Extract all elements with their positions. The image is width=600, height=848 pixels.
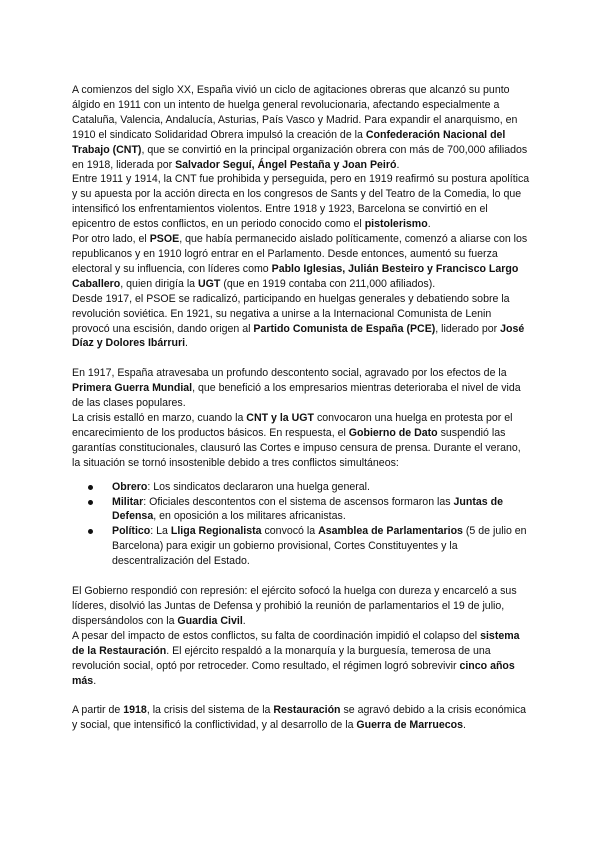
- bold-term: Primera Guerra Mundial: [72, 382, 193, 395]
- bold-term: Guerra de Marruecos: [356, 719, 463, 732]
- bold-term: Pablo Iglesias, Julián Besteiro y Francisco Largo Caballero: [72, 262, 519, 290]
- bold-term: PSOE: [149, 233, 180, 246]
- paragraph-spacer: [72, 471, 530, 480]
- bold-term: Salvador Seguí, Ángel Pestaña y Joan Peiró: [175, 158, 397, 171]
- bold-term: Confederación Nacional del Trabajo (CNT): [72, 128, 506, 156]
- bold-term: 1918: [123, 704, 147, 717]
- bold-term: Gobierno de Dato: [348, 426, 438, 439]
- bold-term: cinco años más: [72, 659, 515, 687]
- list-item-militar: Militar: Oficiales descontentos con el sistema de ascensos formaron las Juntas de Defensa, en oposición a los militares africanistas.: [86, 495, 530, 525]
- bold-term: José Díaz y Dolores Ibárruri: [72, 322, 525, 350]
- list-item-politico: Político: La Lliga Regionalista convocó la Asamblea de Parlamentarios (5 de julio en Barcelona) para exigir un gobierno provisional, Cortes Constituyentes y la descentralización del Estado.: [86, 524, 530, 569]
- bold-term: Restauración: [273, 704, 341, 717]
- paragraph-spacer: [72, 688, 530, 703]
- bold-term: Juntas de Defensa: [112, 495, 503, 523]
- bold-term: pistolerismo: [364, 218, 428, 231]
- bold-term: Lliga Regionalista: [170, 525, 262, 538]
- bold-term: Asamblea de Parlamentarios: [318, 525, 463, 538]
- bold-term: UGT: [198, 277, 221, 290]
- paragraph-cnt-origins: A comienzos del siglo XX, España vivió un ciclo de agitaciones obreras que alcanzó su punto álgido en 1911 con un intento de huelga general revolucionaria, afectando especialmente a Cataluña, Valencia, Andalucía, Asturias, País Vasco y Madrid. Para expandir el anarquismo, en 1910 el sindicato Solidaridad Obrera impulsó la creación de la Confederación Nacional del Trabajo (CNT), que se convirtió en la principal organización obrera con más de 700,000 afiliados en 1918, liderada por Salvador Seguí, Ángel Pestaña y Joan Peiró.: [72, 84, 528, 171]
- paragraph-spacer: [72, 351, 530, 366]
- paragraph-1917-context: En 1917, España atravesaba un profundo descontento social, agravado por los efectos de la Primera Guerra Mundial, que benefició a los empresarios mientras deterioraba el nivel de vida de las clases populares.: [72, 367, 521, 410]
- list-item-obrero: Obrero: Los sindicatos declararon una huelga general.: [86, 480, 530, 495]
- bold-term: Militar: [112, 495, 144, 508]
- paragraph-spacer: [72, 569, 530, 584]
- bold-term: Político: [112, 525, 151, 538]
- bold-term: Partido Comunista de España (PCE): [253, 322, 436, 335]
- bold-term: sistema de la Restauración: [72, 629, 520, 657]
- bold-term: CNT y la UGT: [246, 412, 314, 425]
- paragraph-1918-crisis: A partir de 1918, la crisis del sistema de la Restauración se agravó debido a la crisis económica y social, que intensificó la conflictividad, y al desarrollo de la Guerra de Marruecos.: [72, 704, 527, 732]
- paragraph-pce: Desde 1917, el PSOE se radicalizó, participando en huelgas generales y debatiendo sobre la revolución soviética. En 1921, su negativa a unirse a la Internacional Comunista de Lenin provocó una escisión, dando origen al Partido Comunista de España (PCE), liderado por José Díaz y Dolores Ibárruri.: [72, 292, 525, 350]
- bold-term: Guardia Civil: [177, 614, 243, 627]
- paragraph-cnt-1911-1914: Entre 1911 y 1914, la CNT fue prohibida y perseguida, pero en 1919 reafirmó su postura apolítica y su apuesta por la acción directa en los congresos de Sants y del Teatro de la Comedia, lo que intensificó los enfrentamientos violentos. Entre 1918 y 1923, Barcelona se convirtió en el epicentro de estos conflictos, en un periodo conocido como el pistolerismo.: [72, 173, 530, 231]
- paragraph-psoe: Por otro lado, el PSOE, que había permanecido aislado políticamente, comenzó a aliarse con los republicanos y en 1910 logró entrar en el Parlamento. Desde entonces, aumentó su fuerza electoral y su influencia, con líderes como Pablo Iglesias, Julián Besteiro y Francisco Largo Caballero, quien dirigía la UGT (que en 1919 contaba con 211,000 afiliados).: [72, 233, 528, 290]
- paragraph-restoration-survival: A pesar del impacto de estos conflictos, su falta de coordinación impidió el colapso del sistema de la Restauración. El ejército respaldó a la monarquía y la burguesía, temerosa de una revolución social, optó por retroceder. Como resultado, el régimen logró sobrevivir cinco años más.: [72, 629, 520, 687]
- paragraph-crisis-march: La crisis estalló en marzo, cuando la CNT y la UGT convocaron una huelga en protesta por el encarecimiento de los productos básicos. En respuesta, el Gobierno de Dato suspendió las garantías constitucionales, clausuró las Cortes e impuso censura de prensa. Durante el verano, la situación se tornó insostenible debido a tres conflictos simultáneos:: [72, 412, 521, 469]
- paragraph-government-response: El Gobierno respondió con represión: el ejército sofocó la huelga con dureza y encarceló a sus líderes, disolvió las Juntas de Defensa y prohibió la reunión de parlamentarios el 19 de julio, dispersándolos con la Guardia Civil.: [72, 585, 517, 627]
- bold-term: Obrero: [112, 480, 148, 493]
- conflicts-list: [72, 480, 530, 569]
